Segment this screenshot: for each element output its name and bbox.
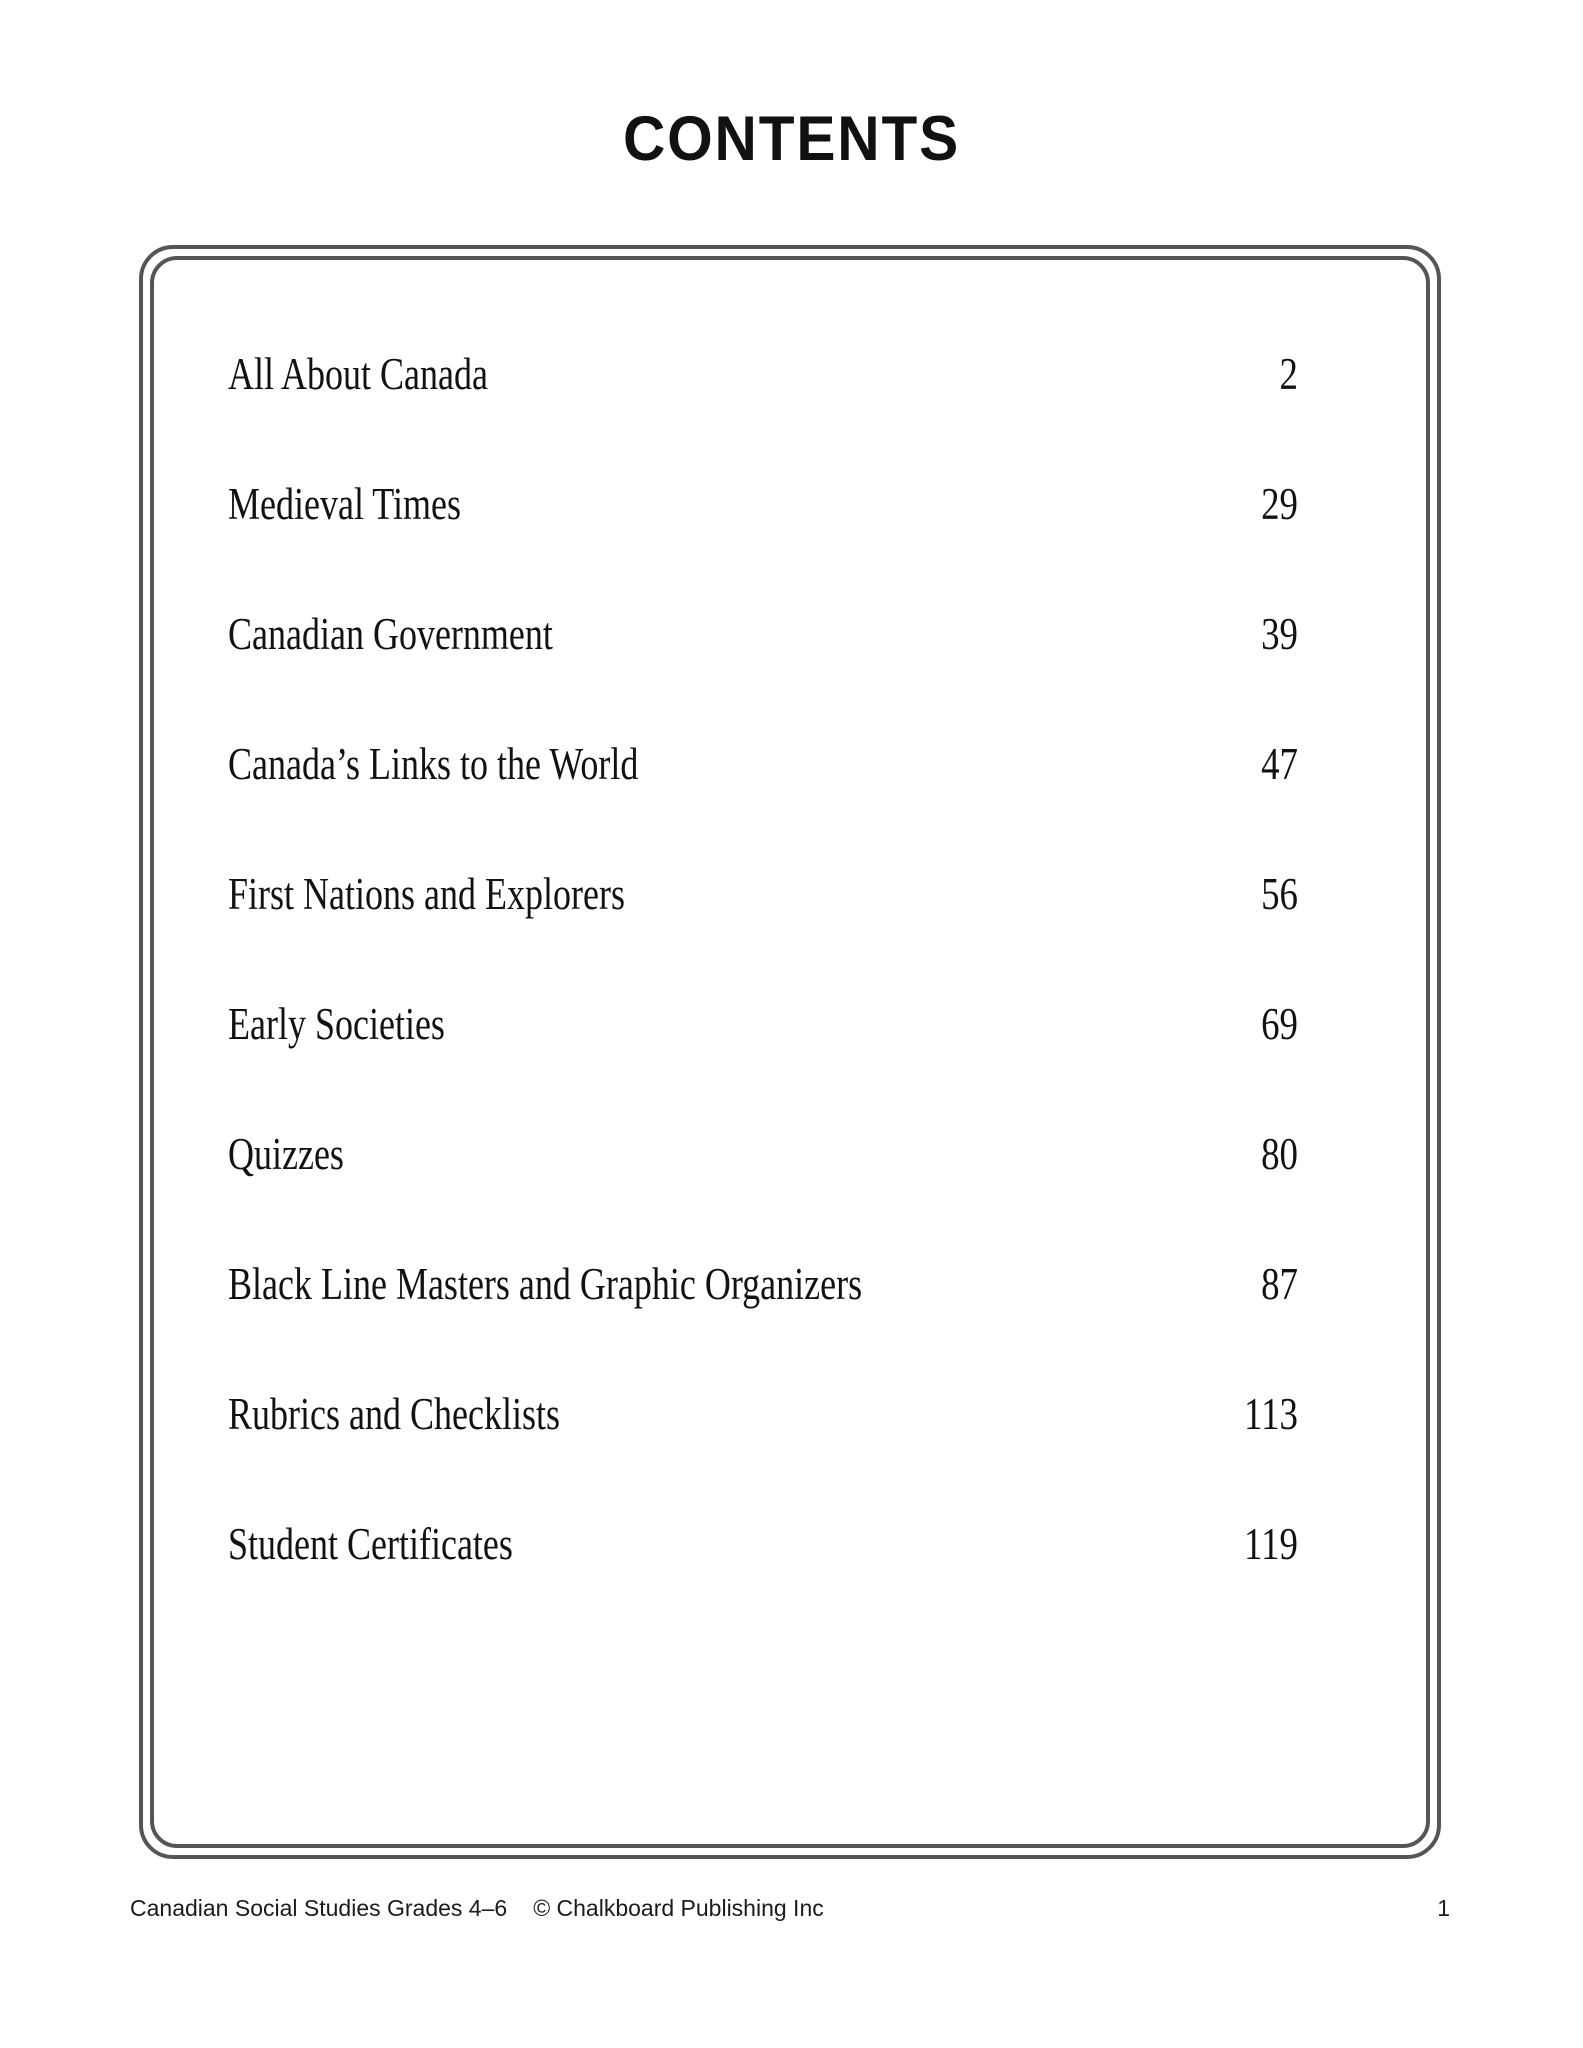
toc-entry-title: Medieval Times: [228, 479, 462, 529]
page-footer: [130, 1895, 1450, 1922]
toc-entry-title: Canada’s Links to the World: [228, 739, 639, 789]
toc-entry[interactable]: [228, 999, 1298, 1132]
toc-entry-title: Canadian Government: [228, 609, 553, 659]
footer-left-group: [130, 1895, 824, 1922]
toc-entry[interactable]: [228, 1519, 1298, 1652]
toc-entry-title: Student Certificates: [228, 1519, 513, 1569]
toc-entry-page-number: 2: [1279, 349, 1298, 399]
table-of-contents-list: [228, 349, 1298, 1652]
toc-entry-title: First Nations and Explorers: [228, 869, 625, 919]
toc-entry[interactable]: [228, 1259, 1298, 1392]
toc-entry[interactable]: [228, 1129, 1298, 1262]
footer-book-title: Canadian Social Studies Grades 4–6: [130, 1895, 508, 1921]
toc-entry[interactable]: [228, 869, 1298, 1002]
toc-entry-page-number: 56: [1261, 869, 1298, 919]
toc-entry-page-number: 80: [1261, 1129, 1298, 1179]
toc-entry[interactable]: [228, 609, 1298, 742]
toc-entry-page-number: 113: [1244, 1389, 1298, 1439]
toc-entry[interactable]: [228, 1389, 1298, 1522]
toc-entry[interactable]: [228, 349, 1298, 482]
footer-copyright: © Chalkboard Publishing Inc: [533, 1895, 824, 1921]
footer-page-number: 1: [1437, 1895, 1450, 1921]
toc-entry-title: Black Line Masters and Graphic Organizers: [228, 1259, 863, 1309]
toc-entry-title: All About Canada: [228, 349, 488, 399]
toc-entry-page-number: 69: [1261, 999, 1298, 1049]
page-title: CONTENTS: [622, 104, 961, 174]
toc-entry-title: Rubrics and Checklists: [228, 1389, 560, 1439]
toc-entry-title: Quizzes: [228, 1129, 344, 1179]
toc-entry-page-number: 47: [1261, 739, 1298, 789]
toc-entry-page-number: 119: [1244, 1519, 1298, 1569]
toc-entry-page-number: 29: [1261, 479, 1298, 529]
toc-entry-page-number: 39: [1261, 609, 1298, 659]
toc-entry[interactable]: [228, 479, 1298, 612]
toc-entry[interactable]: [228, 739, 1298, 872]
toc-entry-title: Early Societies: [228, 999, 445, 1049]
toc-entry-page-number: 87: [1261, 1259, 1298, 1309]
